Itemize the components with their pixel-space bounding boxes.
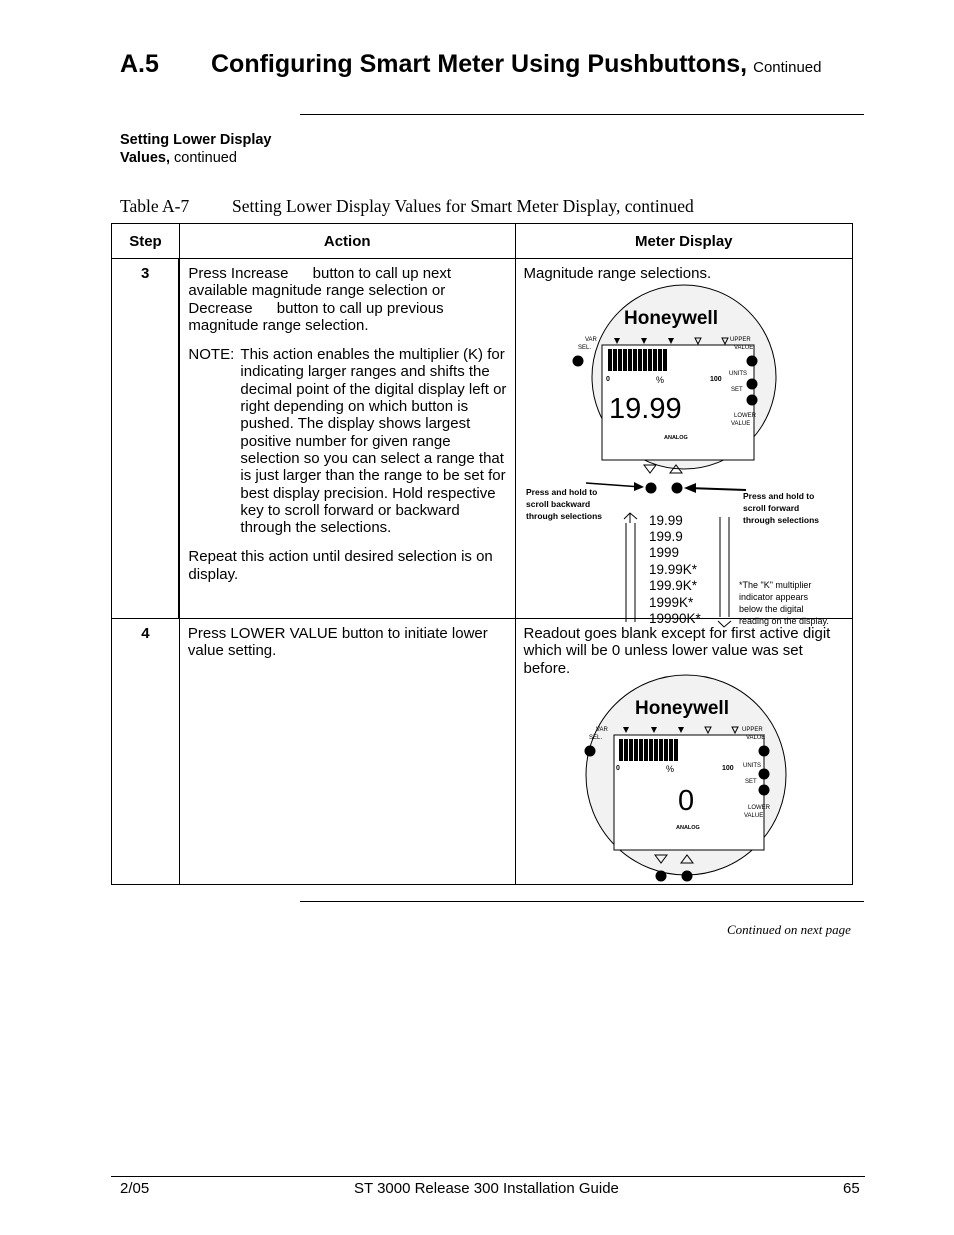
footer-date: 2/05 [120, 1180, 150, 1197]
increase-button[interactable] [681, 871, 692, 882]
lower-value-label: VALUE [730, 421, 750, 427]
table-caption [120, 196, 694, 217]
selection-item: 19990K* [648, 611, 701, 626]
table-header-row [112, 224, 853, 259]
table-row [112, 259, 853, 619]
action-text: button to call up previous magnitude range selection. [188, 299, 444, 334]
table-caption-title: Setting Lower Display Values for Smart Meter Display, continued [232, 196, 694, 216]
footnote-line: below the digital [738, 604, 804, 614]
lower-label: LOWER [747, 805, 770, 811]
table-caption-number: Table A-7 [120, 196, 190, 216]
upper-value-label: VALUE [745, 735, 765, 741]
step-number: 4 [112, 619, 180, 885]
right-callout-line: Press and hold to [742, 491, 814, 501]
table-row [112, 619, 853, 885]
note-label: NOTE: [188, 346, 235, 364]
sel-label: SEL. [588, 735, 602, 741]
table-bottom-rule [300, 901, 864, 902]
var-label: VAR [595, 727, 608, 733]
action-cell [179, 259, 515, 619]
selection-item: 199.9K* [648, 578, 697, 593]
set-button[interactable] [746, 395, 757, 406]
units-button[interactable] [758, 769, 769, 780]
action-text: Press Increase [188, 265, 289, 282]
display-text: Readout goes blank except for first active digit which will be 0 unless lower value was set before. [523, 625, 831, 677]
selection-item: 199.9 [648, 529, 683, 544]
right-pointer-arrow-icon [688, 488, 746, 490]
scroll-backward-arrow-icon [624, 513, 637, 622]
selection-item: 1999K* [648, 595, 693, 610]
footer-rule [111, 1176, 865, 1177]
analog-label: ANALOG [663, 435, 688, 441]
percent-sign: % [655, 375, 664, 385]
analog-label: ANALOG [675, 825, 700, 831]
lower-value-label: VALUE [743, 813, 763, 819]
bar-min: 0 [605, 376, 610, 383]
bar-max: 100 [709, 376, 722, 383]
action-text: Press LOWER VALUE button to initiate lower value setting. [187, 625, 488, 660]
footnote-line: indicator appears [738, 592, 808, 602]
selection-list [649, 513, 702, 626]
set-label: SET [744, 779, 757, 785]
left-callout-line: through selections [525, 511, 602, 521]
continued-note: Continued on next page [727, 922, 851, 937]
decrease-button[interactable] [655, 871, 666, 882]
action-text: button to call up next available magnitude range selection or Decrease [188, 265, 452, 317]
selection-item: 1999 [648, 545, 679, 560]
side-heading-suffix: continued [174, 150, 237, 166]
upper-label: UPPER [741, 727, 763, 733]
side-heading [120, 131, 320, 167]
section-continued: Continued [753, 59, 822, 76]
units-button[interactable] [746, 379, 757, 390]
decrease-button[interactable] [645, 483, 656, 494]
digital-readout: 19.99 [608, 393, 682, 425]
footer-doc-title: ST 3000 Release 300 Installation Guide [354, 1180, 619, 1197]
brand-logo: Honeywell [623, 308, 718, 329]
action-paragraph [188, 265, 506, 334]
meter-diagram [516, 287, 852, 626]
display-cell [515, 619, 853, 885]
note-body: This action enables the multiplier (K) for indicating larger ranges and shifts the decimal point of the digital display left or right depending on which button is pushed. The display shows largest positive number for given range selection so you can select a range that is just larger than the range to be set for best display precision. Hold respective key to scroll forward or backward through the selections. [240, 346, 507, 537]
selection-item: 19.99K* [648, 562, 697, 577]
lower-label: LOWER [733, 413, 756, 419]
var-sel-button[interactable] [572, 356, 583, 367]
selection-item: 19.99 [648, 513, 683, 528]
decrease-arrow-icon [644, 465, 656, 473]
upper-value-button[interactable] [746, 356, 757, 367]
display-text: Magnitude range selections. [523, 265, 712, 282]
col-header-action: Action [179, 224, 515, 259]
right-callout-line: scroll forward [742, 503, 799, 513]
note [188, 346, 506, 536]
col-header-step: Step [112, 224, 180, 259]
action-paragraph: Repeat this action until desired selection is on display. [188, 548, 493, 583]
upper-value-label: VALUE [733, 345, 753, 351]
meter-diagram [516, 679, 852, 879]
upper-label: UPPER [729, 337, 751, 343]
section-number: A.5 [120, 50, 159, 78]
scroll-forward-arrow-icon [718, 517, 731, 627]
bar-max: 100 [721, 765, 734, 772]
right-callout [743, 491, 819, 525]
units-label: UNITS [742, 763, 761, 769]
side-heading-title: Setting Lower Display Values, [120, 132, 272, 166]
var-sel-button[interactable] [584, 746, 595, 757]
set-button[interactable] [758, 785, 769, 796]
digital-readout: 0 [677, 785, 694, 817]
footer-page-number: 65 [843, 1180, 860, 1197]
step-number: 3 [112, 259, 180, 619]
units-label: UNITS [728, 371, 747, 377]
left-callout-line: Press and hold to [525, 487, 597, 497]
col-header-meter-display: Meter Display [515, 224, 853, 259]
left-callout [526, 487, 602, 521]
left-callout-line: scroll backward [525, 499, 590, 509]
procedure-table [111, 223, 853, 885]
bar-min: 0 [615, 765, 620, 772]
action-cell [179, 619, 515, 885]
sel-label: SEL. [577, 345, 591, 351]
var-label: VAR [584, 337, 597, 343]
percent-sign: % [665, 764, 674, 774]
set-label: SET [730, 387, 743, 393]
header-rule [300, 114, 864, 115]
upper-value-button[interactable] [758, 746, 769, 757]
increase-button[interactable] [671, 483, 682, 494]
footnote-line: *The "K" multiplier [738, 580, 811, 590]
display-cell [515, 259, 853, 626]
footnote-line: reading on the display. [738, 616, 829, 626]
section-title [211, 50, 822, 79]
right-callout-line: through selections [742, 515, 819, 525]
section-title-text: Configuring Smart Meter Using Pushbuttons, [211, 50, 748, 78]
brand-logo: Honeywell [634, 698, 729, 719]
